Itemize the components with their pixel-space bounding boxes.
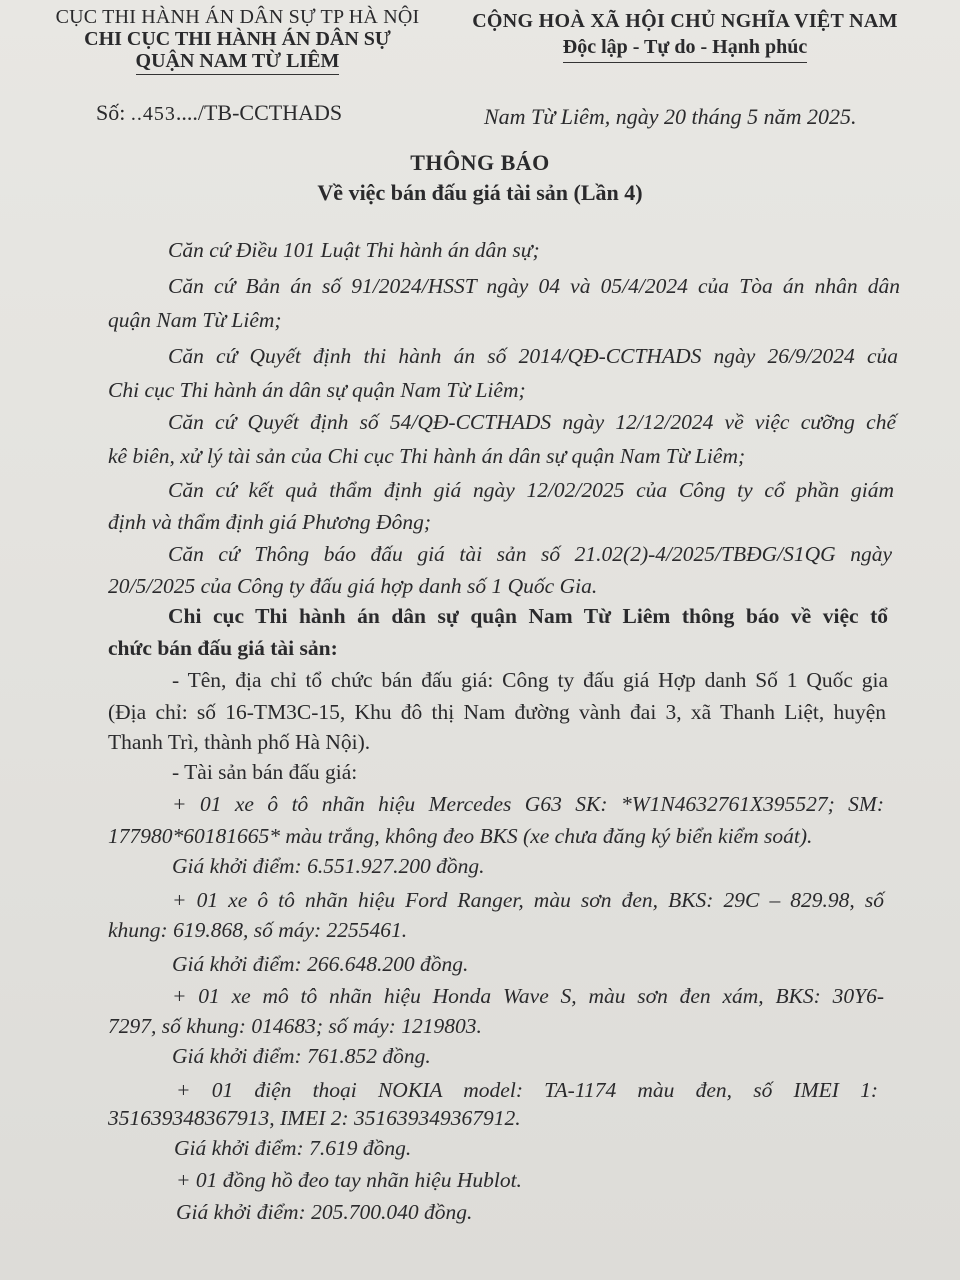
document-number [96,100,342,126]
asset-4-line-1: + 01 điện thoại NOKIA model: TA-1174 màu đen, số IMEI 1: [176,1078,878,1102]
asset-2-line-2: khung: 619.868, số máy: 2255461. [108,918,408,942]
place-and-date: Nam Từ Liêm, ngày 20 tháng 5 năm 2025. [484,104,857,129]
asset-3-line-1: + 01 xe mô tô nhãn hiệu Honda Wave S, màu sơn đen xám, BKS: 30Y6- [172,984,884,1008]
asset-2-line-1: + 01 xe ô tô nhãn hiệu Ford Ranger, màu sơn đen, BKS: 29C – 829.98, số [172,888,884,912]
asset-5-price: Giá khởi điểm: 205.700.040 đồng. [176,1200,473,1224]
legal-basis-6-line-2: 20/5/2025 của Công ty đấu giá hợp danh số 1 Quốc Gia. [108,574,598,598]
document-number-label: Số: [96,100,126,125]
document-subtitle: Về việc bán đấu giá tài sản (Lần 4) [317,180,643,205]
legal-basis-2-line-2: quận Nam Từ Liêm; [108,308,282,332]
legal-basis-3-line-2: Chi cục Thi hành án dân sự quận Nam Từ Liêm; [108,378,526,402]
announcement-line-2: chức bán đấu giá tài sản: [108,636,338,660]
agency-line-1: CỤC THI HÀNH ÁN DÂN SỰ TP HÀ NỘI [55,6,420,28]
legal-basis-1: Căn cứ Điều 101 Luật Thi hành án dân sự; [168,238,540,262]
asset-1-line-1: + 01 xe ô tô nhãn hiệu Mercedes G63 SK: *W1N4632761X395527; SM: [172,792,884,816]
document-number-value: ..453 [130,103,176,125]
legal-basis-3-line-1: Căn cứ Quyết định thi hành án số 2014/QĐ-CCTHADS ngày 26/9/2024 của [168,344,898,368]
legal-basis-2-line-1: Căn cứ Bản án số 91/2024/HSST ngày 04 và 05/4/2024 của Tòa án nhân dân [168,274,900,298]
asset-2-price: Giá khởi điểm: 266.648.200 đồng. [172,952,469,976]
announcement-line-1: Chi cục Thi hành án dân sự quận Nam Từ Liêm thông báo về việc tổ [168,604,888,628]
legal-basis-6-line-1: Căn cứ Thông báo đấu giá tài sản số 21.02(2)-4/2025/TBĐG/S1QG ngày [168,542,892,566]
legal-basis-4-line-1: Căn cứ Quyết định số 54/QĐ-CCTHADS ngày 12/12/2024 về việc cưỡng chế [168,410,896,434]
legal-basis-5-line-2: định và thẩm định giá Phương Đông; [108,510,431,534]
agency-line-2: CHI CỤC THI HÀNH ÁN DÂN SỰ [84,28,391,50]
document-title: THÔNG BÁO [410,150,550,175]
nation-name: CỘNG HOÀ XÃ HỘI CHỦ NGHĨA VIỆT NAM [472,10,898,32]
auction-org-line-3: Thanh Trì, thành phố Hà Nội). [108,730,371,754]
asset-4-price: Giá khởi điểm: 7.619 đồng. [174,1136,412,1160]
auction-org-line-2: (Địa chỉ: số 16-TM3C-15, Khu đô thị Nam đường vành đai 3, xã Thanh Liệt, huyện [108,700,886,724]
legal-basis-5-line-1: Căn cứ kết quả thẩm định giá ngày 12/02/2025 của Công ty cổ phần giám [168,478,894,502]
document-number-suffix: ..../TB-CCTHADS [175,100,343,125]
national-motto: Độc lập - Tự do - Hạnh phúc [563,34,807,63]
asset-4-line-2: 351639348367913, IMEI 2: 351639349367912. [108,1106,521,1130]
asset-5-line-1: + 01 đồng hồ đeo tay nhãn hiệu Hublot. [176,1168,522,1192]
asset-1-price: Giá khởi điểm: 6.551.927.200 đồng. [172,854,485,878]
agency-line-3: QUẬN NAM TỪ LIÊM [136,50,340,75]
national-header [462,8,908,63]
auction-org-line-1: - Tên, địa chỉ tổ chức bán đấu giá: Công ty đấu giá Hợp danh Số 1 Quốc gia [172,668,888,692]
asset-1-line-2: 177980*60181665* màu trắng, không đeo BKS (xe chưa đăng ký biển kiểm soát). [108,824,813,848]
assets-heading: - Tài sản bán đấu giá: [172,760,358,784]
legal-basis-4-line-2: kê biên, xử lý tài sản của Chi cục Thi hành án dân sự quận Nam Từ Liêm; [108,444,746,468]
asset-3-price: Giá khởi điểm: 761.852 đồng. [172,1044,431,1068]
issuing-agency-header [40,6,435,75]
asset-3-line-2: 7297, số khung: 014683; số máy: 1219803. [108,1014,482,1038]
